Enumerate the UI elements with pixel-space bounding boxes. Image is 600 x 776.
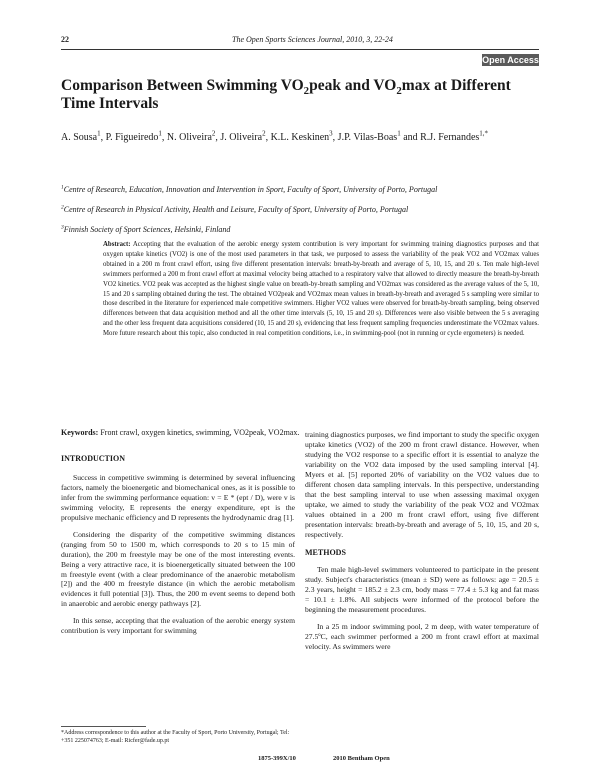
- intro-paragraph-3: In this sense, accepting that the evaluation of the aerobic energy system contribution is very important for swimming: [61, 616, 295, 636]
- introduction-heading: INTRODUCTION: [61, 454, 126, 463]
- paper-title: Comparison Between Swimming $VO_2peak$ and $VO_2\max$ at Different Time Intervals: [61, 77, 511, 112]
- abstract-label: Abstract:: [103, 241, 131, 248]
- affiliations: [61, 180, 539, 240]
- methods-paragraph-2: In a 25 m indoor swimming pool, 2 m deep, with water temperature of 27.5ºC, each swimmer performed a 200 m front crawl effort at maximal velocity. As swimmers were: [305, 622, 539, 652]
- intro-paragraph-4: training diagnostics purposes, we find important to study the specific oxygen uptake kinetics (VO2) of the 200 m front crawl distance. However, when studying the VO2 response to a specific effort it is essential to analyze the variability on the VO2 data imposed by the used sampling interval [4]. Myers et al. [5] reported 20% of variability on the VO2 values due to different chosen data sampling intervals. In this perspective, understanding that the best sampling interval to use when assessing maximal oxygen uptake, we aimed to study the variability of the peak VO2 and VO2max values obtained in a 200 m front crawl effort, using five different presentation intervals: breath-by-breath and average of 5, 10, 15, and 20 s, respectively.: [305, 430, 539, 539]
- affiliation-3: $^3$Finnish Society of Sport Sciences, Helsinki, Finland: [61, 224, 231, 234]
- methods-heading: METHODS: [305, 548, 346, 558]
- header-rule: [61, 49, 539, 50]
- keywords-label: Keywords:: [61, 428, 99, 437]
- affiliation-2: $^2$Centre of Research in Physical Activity, Health and Leisure, Faculty of Sport, University of Porto, Portugal: [61, 204, 409, 214]
- intro-paragraph-2: Considering the disparity of the competitive swimming distances (ranging from 50 to 1500 m, which corresponds to 20 s to 15 min of duration), the 200 m freestyle may be one of the most interesting events. Being a very attractive race, it is bioenergetically situated between the 100 m freestyle event (with a clear predominance of the anaerobic metabolism [2]) and the 400 m freestyle distance (in which the aerobic metabolism evidences it full potential [3]). Thus, the 200 m event seems to depend both in anaerobic and aerobic energy pathways [2].: [61, 529, 295, 609]
- affiliation-1: $^1$Centre of Research, Education, Innovation and Intervention in Sport, Faculty of Sport, University of Porto, Portugal: [61, 184, 438, 194]
- issn-code: 1875-399X/10: [258, 755, 296, 762]
- intro-paragraph-1: Success in competitive swimming is determined by several influencing factors, namely the bioenergetic and biomechanical ones, as it is possible to infer from the swimming performance equation: v = E * (ept / D), were v is swimming velocity, E represents the energy expenditure, ept is the propulsive mechanic efficiency and D represents the hydrodynamic drag [1].: [61, 472, 295, 522]
- publisher-copyright: 2010 Bentham Open: [333, 755, 390, 762]
- left-column: [61, 454, 295, 636]
- journal-citation: The Open Sports Sciences Journal, 2010, 3, 22-24: [232, 35, 393, 44]
- methods-paragraph-1: Ten male high-level swimmers volunteered to participate in the present study. Subject's characteristics (mean ± SD) were as follows: age = 20.5 ± 2.3 years, height = 185.2 ± 2.3 cm, body mass = 77.4 ± 5.3 kg and fat mass = 10.1 ± 1.8%. All subjects were informed of the protocol before the beginning the measurement procedures.: [305, 565, 539, 615]
- keywords-text: Front crawl, oxygen kinetics, swimming, VO2peak, VO2max.: [100, 428, 300, 437]
- page-number: 22: [61, 35, 69, 44]
- right-column: [305, 430, 539, 652]
- footnote-rule: [61, 726, 146, 727]
- abstract: [103, 240, 539, 339]
- correspondence-footnote: *Address correspondence to this author at the Faculty of Sport, Porto University, Portugal; Tel: +351 225074763; E-mail: Ricfer@fade.up.pt: [61, 730, 290, 744]
- author-list: A. Sousa$^1$, P. Figueiredo$^1$, N. Oliveira$^2$, J. Oliveira$^2$, K.L. Keskinen$^3$, J.P. Vilas-Boas$^1$ and R.J. Fernandes$^{1,*}$: [61, 129, 489, 143]
- abstract-text: Accepting that the evaluation of the aerobic energy system contribution is very important for swimming training diagnostics purposes and that oxygen uptake kinetics (VO2) is one of the most used parameters in that task, we purposed to assess the variability of the peak VO2 and VO2max values obtained in a 200 m front crawl effort, using five different presentation intervals: breath-by-breath and average of 5, 10, 15, and 20 s. Ten male high-level swimmers performed a 200 m front crawl effort at maximal velocity being attached to a respiratory valve that allowed to directly measure the breath-by-breath VO2 kinetics. VO2 peak was accepted as the highest single value on breath-by-breath sampling and VO2max was considered as the average values of the 5, 10, 15 and 20 s sampling obtained during the test. The obtained VO2peak and VO2max mean values in breath-by-breath and averaged 5 s sampling were similar to those described in the literature for experienced male competitive swimmers. Higher VO2 values were observed for breath-by-breath sampling, being observed differences between that data acquisition method and all the other time intervals (5, 10, 15 and 20 s). Differences were also visible between the 5 s averaging and the other less frequent data acquisitions considered (10, 15 and 20 s), evidencing that less frequent sampling frequencies underestimate the VO2max values. More future research about this topic, also conducted in real competition conditions, i.e., in swimming-pool (not in running or cycle ergometers) is needed.: [103, 241, 539, 338]
- open-access-badge: Open Access: [482, 55, 539, 65]
